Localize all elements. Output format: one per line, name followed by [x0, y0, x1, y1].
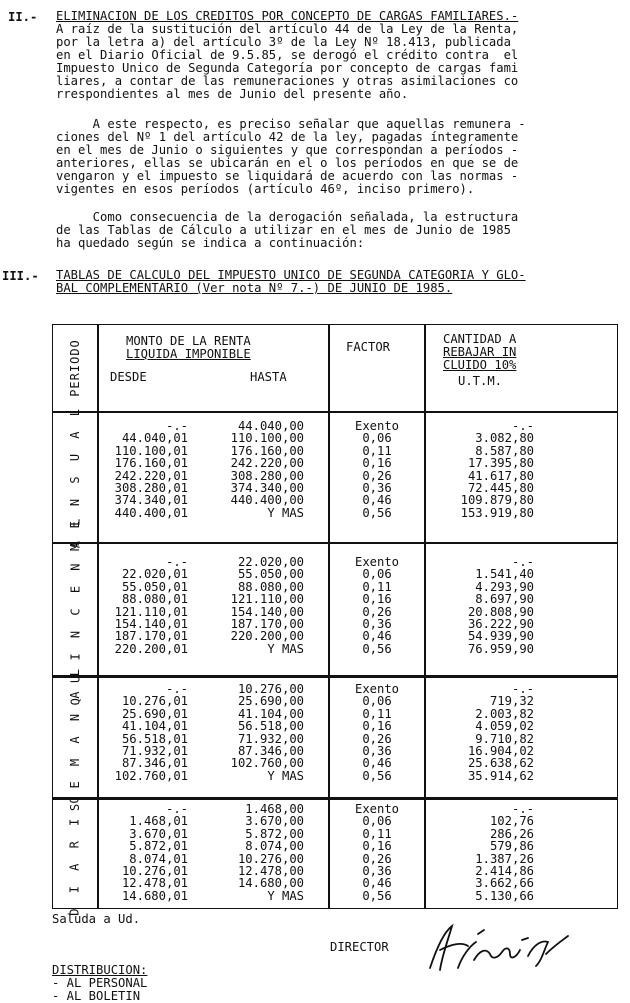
text-line: liares, a contar de las remuneraciones y otras asimilaciones co — [56, 74, 519, 88]
row-hasta: 176.160,00 — [230, 443, 304, 458]
row-desde: 71.932,01 — [121, 744, 188, 758]
row-rebajar: 719,32 — [489, 694, 534, 709]
row-rebajar: 36.222,90 — [467, 617, 534, 631]
row-rebajar: -.- — [511, 802, 534, 816]
section-title-3-line-1: TABLAS DE CALCULO DEL IMPUESTO UNICO DE SEGUNDA CATEGORIA Y GLO- — [56, 268, 526, 282]
header-periodo: PERIODO — [68, 339, 83, 397]
row-rebajar: 16.904,02 — [467, 744, 534, 758]
row-desde: 3.670,01 — [129, 826, 188, 841]
text-line: A raíz de la sustitución del artículo 44 de la Ley de la Renta, — [56, 22, 519, 36]
text-line: ciones del Nº 1 del artículo 42 de la ley, pagadas íntegramente — [56, 130, 519, 144]
row-hasta: 87.346,00 — [237, 744, 304, 758]
row-hasta: 41.104,00 — [237, 706, 304, 721]
row-factor: 0,11 — [362, 826, 392, 841]
row-hasta: 154.140,00 — [230, 604, 304, 619]
text-line: Impuesto Unico de Segunda Categoría por concepto de cargas fami — [56, 61, 519, 75]
period-label: M E N S U A L — [68, 404, 83, 551]
row-rebajar: 153.919,80 — [460, 505, 534, 520]
text-line: vigentes en esos períodos (artículo 46º, inciso primero). — [56, 182, 475, 196]
row-factor: 0,26 — [362, 604, 392, 619]
row-desde: 5.872,01 — [129, 839, 188, 854]
row-hasta: 110.100,00 — [230, 431, 304, 446]
text-line: rrespondientes al mes de Junio del presente año. — [56, 87, 409, 101]
row-factor: Exento — [354, 682, 400, 696]
row-hasta: 374.340,00 — [230, 481, 304, 495]
row-desde: 55.050,01 — [121, 579, 188, 594]
row-rebajar: 4.059,02 — [475, 719, 534, 734]
row-hasta: 14.680,00 — [237, 876, 304, 891]
row-rebajar: 4.293,90 — [475, 579, 534, 594]
row-hasta: 5.872,00 — [245, 826, 304, 841]
row-factor: 0,06 — [362, 567, 392, 582]
row-hasta: 88.080,00 — [237, 579, 304, 594]
row-desde: 187.170,01 — [114, 629, 188, 644]
row-factor: 0,26 — [362, 731, 392, 746]
row-hasta: Y MAS — [267, 641, 304, 656]
header-monto-line-1: MONTO DE LA RENTA — [126, 334, 251, 348]
row-factor: 0,56 — [362, 768, 392, 783]
text-line: en el mes de Junio o siguientes y que correspondan a períodos - — [56, 143, 519, 157]
header-monto-line-2: LIQUIDA IMPONIBLE — [126, 347, 251, 361]
row-factor: 0,16 — [362, 456, 392, 471]
row-rebajar: 8.587,80 — [475, 443, 534, 458]
text-line: por la letra a) del artículo 3º de la Ley Nº 18.413, publicada — [56, 35, 511, 49]
row-hasta: Y MAS — [267, 505, 304, 520]
period-label: D I A R I O — [68, 792, 83, 916]
text-line: en el Diario Oficial de 9.5.85, se derogó el crédito contra el — [56, 48, 519, 62]
row-desde: 56.518,01 — [121, 731, 188, 746]
row-hasta: 71.932,00 — [237, 731, 304, 746]
row-rebajar: 72.445,80 — [467, 481, 534, 495]
row-factor: 0,16 — [362, 592, 392, 607]
row-desde: 440.400,01 — [114, 505, 188, 520]
row-hasta: 1.468,00 — [245, 802, 304, 816]
section-title-2: ELIMINACION DE LOS CREDITOS POR CONCEPTO DE CARGAS FAMILIARES.- — [56, 9, 519, 23]
row-factor: 0,11 — [362, 706, 392, 721]
row-hasta: 12.478,00 — [237, 864, 304, 878]
row-hasta: 22.020,00 — [237, 555, 304, 569]
row-desde: 14.680,01 — [121, 888, 188, 903]
section-2-paragraph-3 — [56, 211, 616, 250]
row-factor: 0,36 — [362, 617, 392, 631]
row-hasta: 242.220,00 — [230, 456, 304, 471]
row-factor: 0,06 — [362, 814, 392, 829]
row-desde: 374.340,01 — [114, 493, 188, 508]
row-rebajar: 109.879,80 — [460, 493, 534, 508]
row-rebajar: 17.395,80 — [467, 456, 534, 471]
row-hasta: 440.400,00 — [230, 493, 304, 508]
text-line: vengaron y el impuesto se liquidará de acuerdo con las normas - — [56, 169, 519, 183]
text-line: de las Tablas de Cálculo a utilizar en el mes de Junio de 1985 — [56, 223, 511, 237]
row-factor: 0,46 — [362, 493, 392, 508]
row-desde: 88.080,01 — [121, 592, 188, 607]
row-factor: 0,16 — [362, 839, 392, 854]
header-hasta: HASTA — [250, 370, 287, 384]
row-factor: 0,56 — [362, 641, 392, 656]
text-line: anteriores, ellas se ubicarán en el o los períodos en que se de — [56, 156, 519, 170]
header-factor: FACTOR — [346, 340, 391, 354]
row-desde: 176.160,01 — [114, 456, 188, 471]
row-hasta: 3.670,00 — [245, 814, 304, 829]
row-factor: 0,11 — [362, 443, 392, 458]
row-factor: 0,46 — [362, 756, 392, 771]
section-number-3: III.- — [2, 269, 39, 283]
row-factor: 0,11 — [362, 579, 392, 594]
row-hasta: 55.050,00 — [237, 567, 304, 582]
row-rebajar: 3.082,80 — [475, 431, 534, 446]
row-desde: 41.104,01 — [121, 719, 188, 734]
header-desde: DESDE — [110, 370, 147, 384]
row-factor: 0,26 — [362, 468, 392, 483]
row-desde: 87.346,01 — [121, 756, 188, 771]
row-rebajar: 579,86 — [489, 839, 534, 854]
row-desde: 102.760,01 — [114, 768, 188, 783]
row-desde: 308.280,01 — [114, 481, 188, 495]
row-rebajar: 9.710,82 — [475, 731, 534, 746]
row-hasta: 10.276,00 — [237, 851, 304, 866]
row-rebajar: 2.414,86 — [475, 864, 534, 878]
period-label: S E M A N A L — [68, 664, 83, 811]
row-rebajar: 35.914,62 — [467, 768, 534, 783]
header-rebajar-line-3: CLUIDO 10% — [443, 358, 517, 372]
distribution-item-1: - AL PERSONAL — [52, 976, 148, 990]
row-factor: 0,36 — [362, 744, 392, 758]
row-desde: 154.140,01 — [114, 617, 188, 631]
row-desde: 44.040,01 — [121, 431, 188, 446]
row-desde: 242.220,01 — [114, 468, 188, 483]
row-factor: 0,56 — [362, 505, 392, 520]
section-2-paragraph-2 — [56, 118, 616, 196]
row-factor: Exento — [354, 419, 400, 433]
row-desde: -.- — [165, 555, 188, 569]
section-2-paragraph-1 — [56, 23, 616, 101]
text-line: Como consecuencia de la derogación señalada, la estructura — [56, 210, 519, 224]
closing-salutation: Saluda a Ud. — [52, 912, 141, 926]
row-desde: 12.478,01 — [121, 876, 188, 891]
section-number-2: II.- — [8, 10, 38, 24]
row-desde: -.- — [165, 802, 188, 816]
row-rebajar: 76.959,90 — [467, 641, 534, 656]
row-rebajar: 1.387,26 — [475, 851, 534, 866]
block-separator-2 — [52, 675, 618, 678]
row-rebajar: 8.697,90 — [475, 592, 534, 607]
row-desde: 1.468,01 — [129, 814, 188, 829]
row-hasta: 25.690,00 — [237, 694, 304, 709]
row-desde: 8.074,01 — [129, 851, 188, 866]
row-hasta: Y MAS — [267, 888, 304, 903]
row-hasta: 187.170,00 — [230, 617, 304, 631]
text-line: A este respecto, es preciso señalar que aquellas remunera - — [56, 117, 526, 131]
header-rebajar-line-1: CANTIDAD A — [443, 332, 517, 346]
row-rebajar: 5.130,66 — [475, 888, 534, 903]
row-factor: 0,06 — [362, 694, 392, 709]
row-factor: 0,16 — [362, 719, 392, 734]
block-separator-3 — [52, 797, 618, 800]
row-rebajar: -.- — [511, 555, 534, 569]
row-hasta: 10.276,00 — [237, 682, 304, 696]
row-hasta: 44.040,00 — [237, 419, 304, 433]
row-desde: 25.690,01 — [121, 706, 188, 721]
row-rebajar: 54.939,90 — [467, 629, 534, 644]
period-label: Q U I N C E N A L — [68, 514, 83, 705]
row-rebajar: 1.541,40 — [475, 567, 534, 582]
row-desde: 110.100,01 — [114, 443, 188, 458]
header-rebajar-line-2: REBAJAR IN — [443, 345, 517, 359]
section-title-3-line-2: BAL COMPLEMENTARIO (Ver nota Nº 7.-) DE JUNIO DE 1985. — [56, 281, 453, 295]
row-rebajar: -.- — [511, 682, 534, 696]
block-separator-1 — [52, 542, 618, 544]
row-factor: 0,06 — [362, 431, 392, 446]
header-rebajar-line-4: U.T.M. — [458, 374, 503, 388]
row-hasta: 8.074,00 — [245, 839, 304, 854]
row-hasta: 121.110,00 — [230, 592, 304, 607]
row-desde: 121.110,01 — [114, 604, 188, 619]
row-hasta: 56.518,00 — [237, 719, 304, 734]
row-rebajar: 3.662,66 — [475, 876, 534, 891]
row-rebajar: 2.003,82 — [475, 706, 534, 721]
row-desde: -.- — [165, 682, 188, 696]
row-rebajar: 286,26 — [489, 826, 534, 841]
row-desde: 22.020,01 — [121, 567, 188, 582]
row-desde: -.- — [165, 419, 188, 433]
row-desde: 220.200,01 — [114, 641, 188, 656]
row-rebajar: 102,76 — [489, 814, 534, 829]
director-signature — [418, 920, 578, 975]
director-label: DIRECTOR — [330, 940, 389, 954]
row-rebajar: -.- — [511, 419, 534, 433]
row-rebajar: 25.638,62 — [467, 756, 534, 771]
distribution-item-2: - AL BOLETIN — [52, 989, 141, 1003]
row-factor: 0,26 — [362, 851, 392, 866]
row-hasta: 220.200,00 — [230, 629, 304, 644]
row-desde: 10.276,01 — [121, 694, 188, 709]
row-hasta: Y MAS — [267, 768, 304, 783]
row-hasta: 308.280,00 — [230, 468, 304, 483]
row-factor: Exento — [354, 555, 400, 569]
row-factor: 0,36 — [362, 864, 392, 878]
row-desde: 10.276,01 — [121, 864, 188, 878]
text-line: ha quedado según se indica a continuación: — [56, 236, 365, 250]
row-factor: 0,56 — [362, 888, 392, 903]
row-factor: 0,46 — [362, 876, 392, 891]
distribution-heading: DISTRIBUCION: — [52, 963, 148, 977]
row-factor: 0,46 — [362, 629, 392, 644]
row-rebajar: 41.617,80 — [467, 468, 534, 483]
row-factor: Exento — [354, 802, 400, 816]
header-separator — [52, 411, 618, 413]
row-rebajar: 20.808,90 — [467, 604, 534, 619]
row-factor: 0,36 — [362, 481, 392, 495]
row-hasta: 102.760,00 — [230, 756, 304, 771]
